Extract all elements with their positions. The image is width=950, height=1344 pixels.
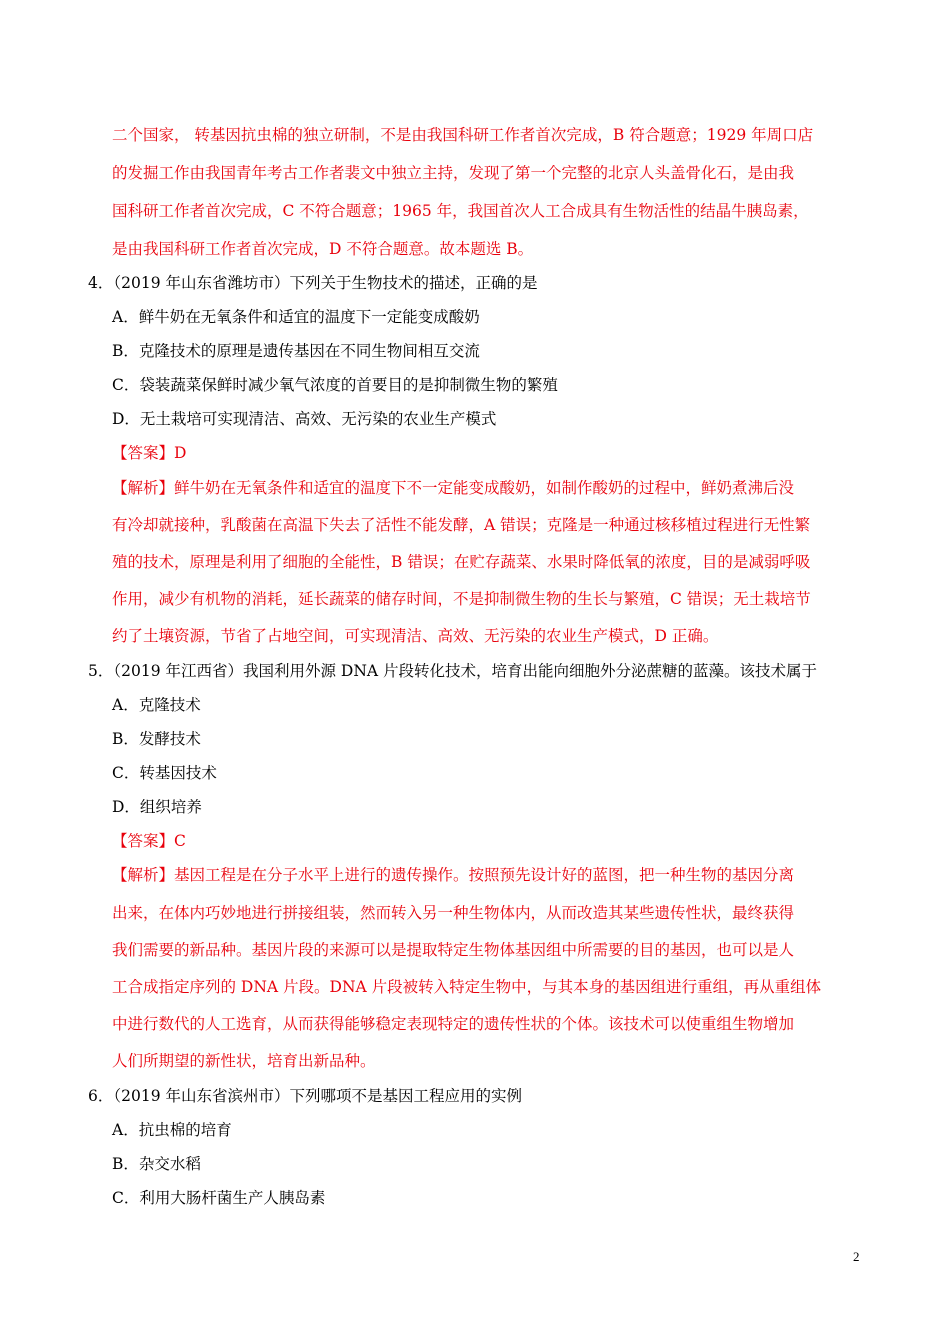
question-5-analysis-line: 【解析】基因工程是在分子水平上进行的遗传操作。按照预先设计好的蓝图，把一种生物的基因分离 bbox=[112, 866, 795, 884]
question-5-analysis-line: 工合成指定序列的 DNA 片段。DNA 片段被转入特定生物中，与其本身的基因组进行重组，再从重组体 bbox=[112, 978, 822, 996]
question-5-stem: 5．（2019 年江西省）我国利用外源 DNA 片段转化技术，培育出能向细胞外分泌蔗糖的蓝藻。该技术属于 bbox=[88, 662, 818, 680]
question-6-option-c: C．利用大肠杆菌生产人胰岛素 bbox=[112, 1189, 326, 1207]
analysis-continuation-line: 的发掘工作由我国青年考古工作者裴文中独立主持，发现了第一个完整的北京人头盖骨化石，是由我 bbox=[112, 164, 795, 182]
question-6-option-b: B．杂交水稻 bbox=[112, 1155, 201, 1173]
question-5-option-c: C．转基因技术 bbox=[112, 764, 217, 782]
question-4-option-a: A．鲜牛奶在无氧条件和适宜的温度下一定能变成酸奶 bbox=[112, 308, 480, 326]
question-5-option-d: D．组织培养 bbox=[112, 798, 202, 816]
page-number: 2 bbox=[853, 1249, 860, 1264]
question-4-analysis-line: 约了土壤资源，节省了占地空间，可实现清洁、高效、无污染的农业生产模式，D 正确。 bbox=[112, 627, 719, 645]
question-4-analysis-line: 有冷却就接种，乳酸菌在高温下失去了活性不能发酵，A 错误；克隆是一种通过核移植过程进行无性繁 bbox=[112, 516, 811, 534]
question-5-option-b: B．发酵技术 bbox=[112, 730, 201, 748]
question-4-option-c: C．袋装蔬菜保鲜时减少氧气浓度的首要目的是抑制微生物的繁殖 bbox=[112, 376, 558, 394]
question-4-analysis-line: 殖的技术，原理是利用了细胞的全能性，B 错误；在贮存蔬菜、水果时降低氧的浓度，目的是减弱呼吸 bbox=[112, 553, 811, 571]
question-6-option-a: A．抗虫棉的培育 bbox=[112, 1121, 232, 1139]
question-4-analysis-line: 作用，减少有机物的消耗，延长蔬菜的储存时间，不是抑制微生物的生长与繁殖，C 错误；无土栽培节 bbox=[112, 590, 811, 608]
question-6-stem: 6．（2019 年山东省滨州市）下列哪项不是基因工程应用的实例 bbox=[88, 1087, 522, 1105]
question-4-option-b: B．克隆技术的原理是遗传基因在不同生物间相互交流 bbox=[112, 342, 480, 360]
question-4-analysis-line: 【解析】鲜牛奶在无氧条件和适宜的温度下不一定能变成酸奶，如制作酸奶的过程中，鲜奶煮沸后没 bbox=[112, 479, 795, 497]
question-4-stem: 4．（2019 年山东省潍坊市）下列关于生物技术的描述，正确的是 bbox=[88, 274, 538, 292]
question-5-analysis-line: 出来，在体内巧妙地进行拼接组装，然而转入另一种生物体内，从而改造其某些遗传性状，最终获得 bbox=[112, 904, 795, 922]
question-4-answer: 【答案】D bbox=[112, 444, 187, 462]
question-5-answer: 【答案】C bbox=[112, 832, 186, 850]
question-4-option-d: D．无土栽培可实现清洁、高效、无污染的农业生产模式 bbox=[112, 410, 497, 428]
analysis-continuation-line: 是由我国科研工作者首次完成，D 不符合题意。故本题选 B。 bbox=[112, 240, 534, 258]
question-5-analysis-line: 人们所期望的新性状，培育出新品种。 bbox=[112, 1052, 376, 1070]
analysis-continuation-line: 二个国家， 转基因抗虫棉的独立研制，不是由我国科研工作者首次完成，B 符合题意；1929 年周口店 bbox=[112, 126, 814, 144]
question-5-option-a: A．克隆技术 bbox=[112, 696, 201, 714]
analysis-continuation-line: 国科研工作者首次完成，C 不符合题意；1965 年，我国首次人工合成具有生物活性的结晶牛胰岛素， bbox=[112, 202, 809, 220]
question-5-analysis-line: 中进行数代的人工选育，从而获得能够稳定表现特定的遗传性状的个体。该技术可以使重组生物增加 bbox=[112, 1015, 795, 1033]
question-5-analysis-line: 我们需要的新品种。基因片段的来源可以是提取特定生物体基因组中所需要的目的基因，也可以是人 bbox=[112, 941, 795, 959]
